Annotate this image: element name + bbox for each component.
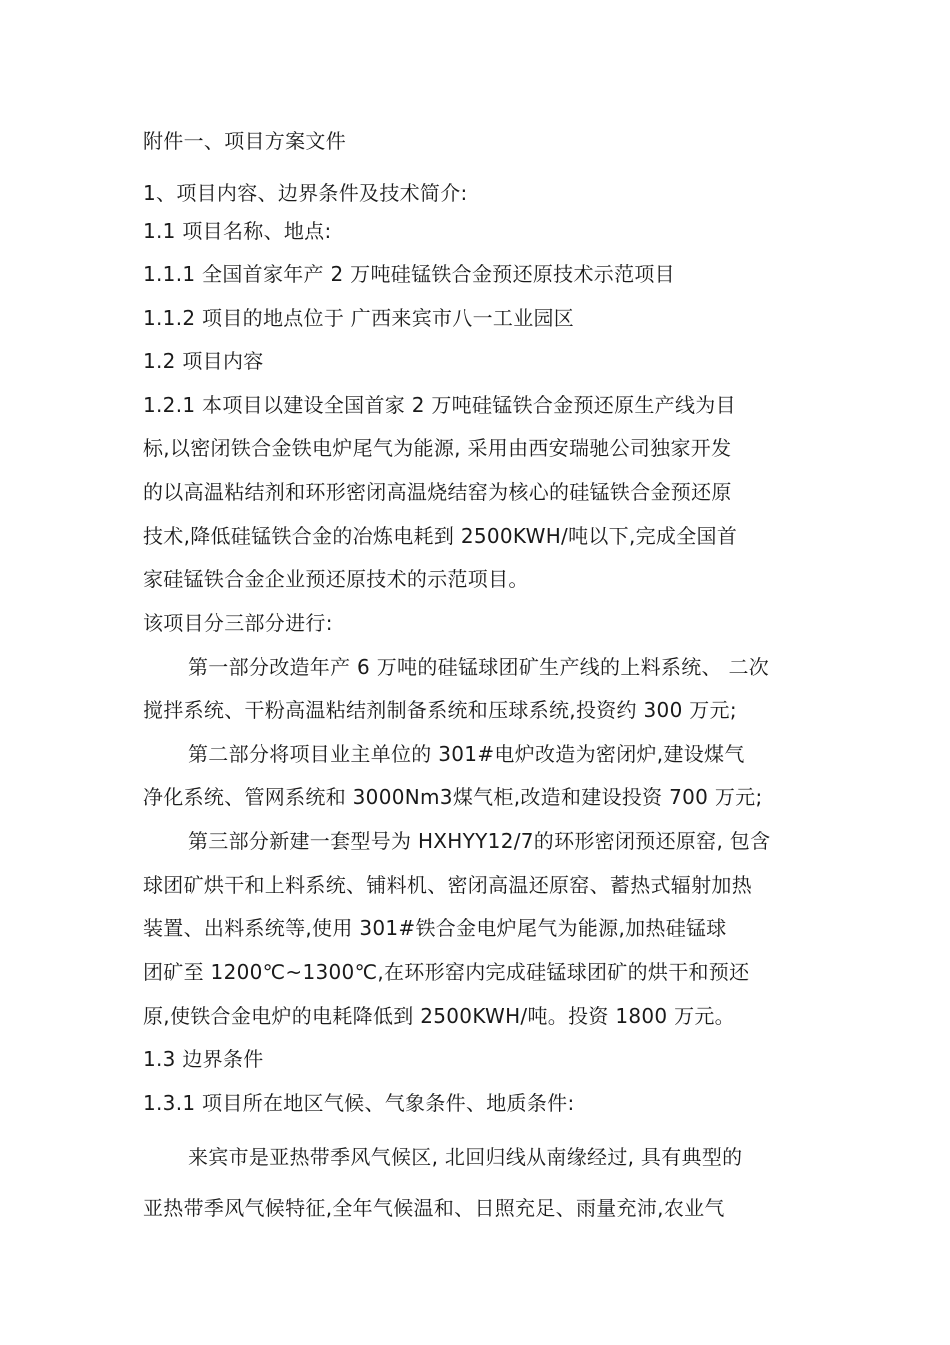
paragraph-line: 标,以密闭铁合金铁电炉尾气为能源, 采用由西安瑞驰公司独家开发 (143, 436, 732, 460)
paragraph-line: 亚热带季风气候特征,全年气候温和、日照充足、雨量充沛,农业气 (143, 1196, 725, 1220)
paragraph-line: 第一部分改造年产 6 万吨的硅锰球团矿生产线的上料系统、 二次 (188, 655, 770, 679)
paragraph-line: 技术,降低硅锰铁合金的冶炼电耗到 2500KWH/吨以下,完成全国首 (143, 524, 738, 548)
section-1-1-heading: 1.1 项目名称、地点: (143, 219, 332, 243)
paragraph-line: 原,使铁合金电炉的电耗降低到 2500KWH/吨。投资 1800 万元。 (143, 1004, 735, 1028)
section-1-3-heading: 1.3 边界条件 (143, 1047, 264, 1071)
section-1-2-heading: 1.2 项目内容 (143, 349, 264, 373)
paragraph-line: 来宾市是亚热带季风气候区, 北回归线从南缘经过, 具有典型的 (188, 1145, 743, 1169)
paragraph-line: 第三部分新建一套型号为 HXHYY12/7的环形密闭预还原窑, 包含 (188, 829, 771, 853)
paragraph-line: 装置、出料系统等,使用 301#铁合金电炉尾气为能源,加热硅锰球 (143, 916, 727, 940)
paragraph-line: 第二部分将项目业主单位的 301#电炉改造为密闭炉,建设煤气 (188, 742, 745, 766)
paragraph-line: 的以高温粘结剂和环形密闭高温烧结窑为核心的硅锰铁合金预还原 (143, 480, 732, 504)
paragraph-line: 团矿至 1200℃~1300℃,在环形窑内完成硅锰球团矿的烘干和预还 (143, 960, 750, 984)
annex-title: 附件一、项目方案文件 (143, 129, 346, 153)
paragraph-line: 球团矿烘干和上料系统、铺料机、密闭高温还原窑、蓄热式辐射加热 (143, 873, 752, 897)
paragraph-line: 家硅锰铁合金企业预还原技术的示范项目。 (143, 567, 529, 591)
paragraph-line: 搅拌系统、干粉高温粘结剂制备系统和压球系统,投资约 300 万元; (143, 698, 737, 722)
section-1-3-1: 1.3.1 项目所在地区气候、气象条件、地质条件: (143, 1091, 575, 1115)
paragraph-line: 1.2.1 本项目以建设全国首家 2 万吨硅锰铁合金预还原生产线为目 (143, 393, 736, 417)
section-1-1-1: 1.1.1 全国首家年产 2 万吨硅锰铁合金预还原技术示范项目 (143, 262, 675, 286)
section-1-heading: 1、项目内容、边界条件及技术简介: (143, 181, 468, 205)
section-1-1-2: 1.1.2 项目的地点位于 广西来宾市八一工业园区 (143, 306, 575, 330)
paragraph-line: 净化系统、管网系统和 3000Nm3煤气柜,改造和建设投资 700 万元; (143, 785, 763, 809)
paragraph-line: 该项目分三部分进行: (143, 611, 333, 635)
